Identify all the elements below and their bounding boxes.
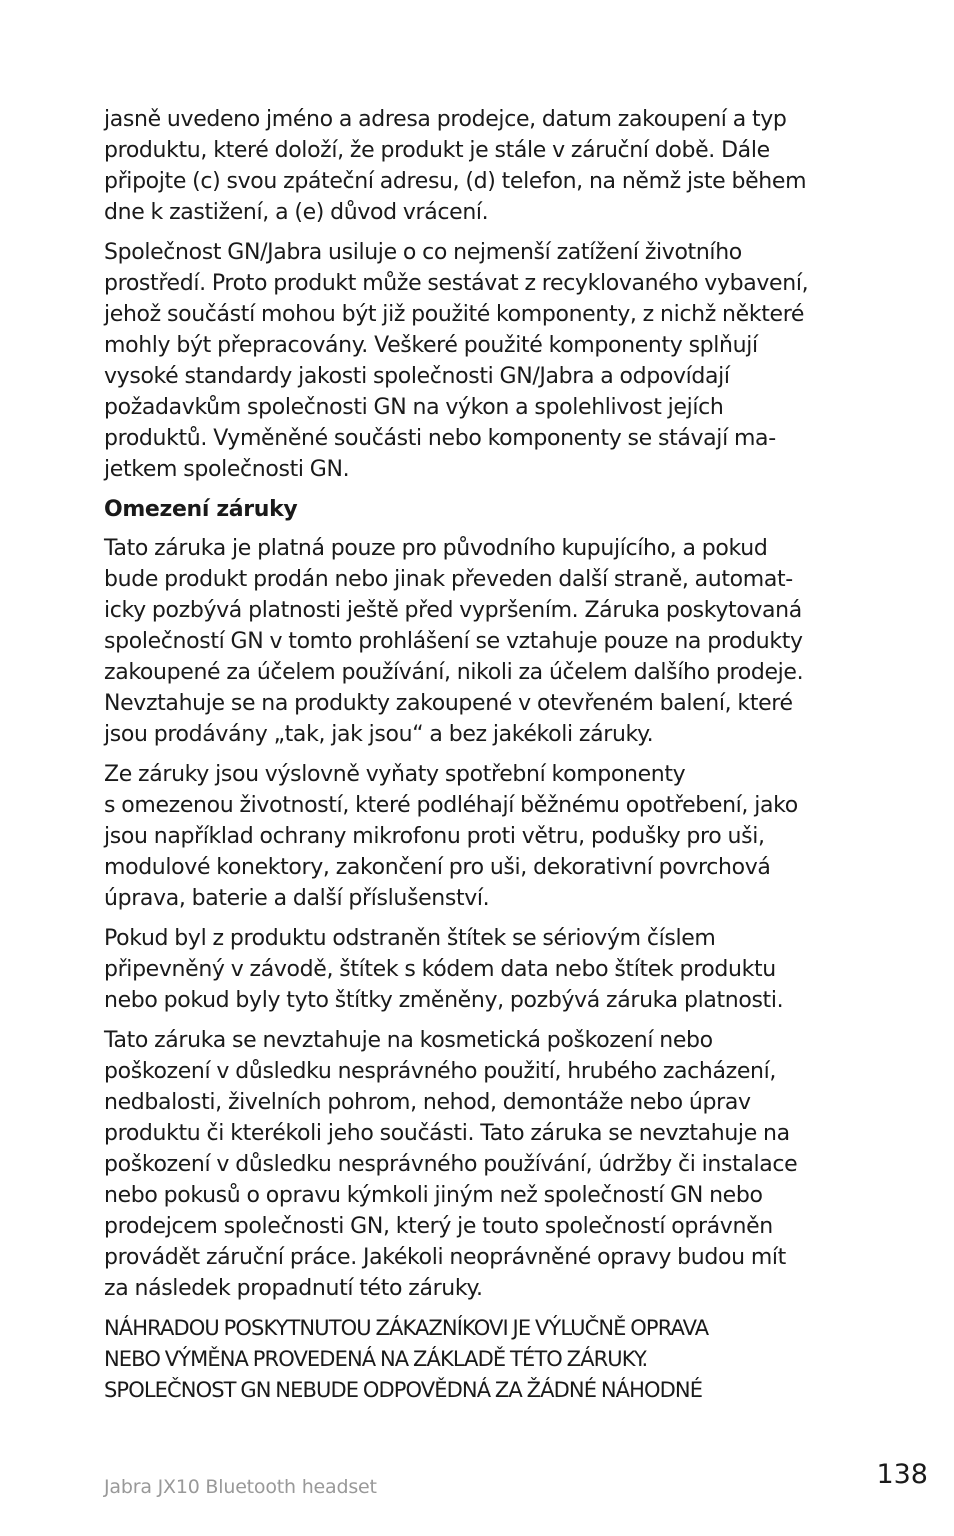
text-line: provádět záruční práce. Jakékoli neoprávněné opravy budou mít bbox=[104, 1245, 786, 1270]
page-number: 138 bbox=[876, 1459, 928, 1490]
text-line: modulové konektory, zakončení pro uši, dekorativní povrchová bbox=[104, 855, 771, 880]
text-line: prodejcem společnosti GN, který je touto společností oprávněn bbox=[104, 1214, 773, 1239]
text-line: poškození v důsledku nesprávného používání, údržby či instalace bbox=[104, 1152, 798, 1177]
text-line: jehož součástí mohou být již použité komponenty, z nichž některé bbox=[104, 302, 805, 327]
text-line: NEBO VÝMĚNA PROVEDENÁ NA ZÁKLADĚ TÉTO ZÁRUKY. bbox=[104, 1347, 648, 1371]
text-line: Nevztahuje se na produkty zakoupené v otevřeném balení, které bbox=[104, 691, 793, 716]
text-line: Tato záruka se nevztahuje na kosmetická poškození nebo bbox=[104, 1028, 713, 1053]
paragraph-cosmetic-damage bbox=[104, 1025, 864, 1304]
paragraph-environment bbox=[104, 237, 864, 485]
text-line: nebo pokud byly tyto štítky změněny, pozbývá záruka platnosti. bbox=[104, 988, 784, 1013]
section-heading: Omezení záruky bbox=[104, 497, 298, 522]
text-line: bude produkt prodán nebo jinak převeden další straně, automat- bbox=[104, 567, 793, 592]
page-content bbox=[104, 104, 864, 1415]
text-line: společností GN v tomto prohlášení se vztahuje pouze na produkty bbox=[104, 629, 803, 654]
text-line: za následek propadnutí této záruky. bbox=[104, 1276, 483, 1301]
text-line: jsou prodávány „tak, jak jsou“ a bez jakékoli záruky. bbox=[104, 722, 654, 747]
text-line: Ze záruky jsou výslovně vyňaty spotřební komponenty bbox=[104, 762, 686, 787]
text-line: produktu, které doloží, že produkt je stále v záruční době. Dále bbox=[104, 138, 770, 163]
text-line: nebo pokusů o opravu kýmkoli jiným než společností GN nebo bbox=[104, 1183, 763, 1208]
paragraph-consumables bbox=[104, 759, 864, 914]
text-line: připojte (c) svou zpáteční adresu, (d) telefon, na němž jste během bbox=[104, 169, 807, 194]
text-line: icky pozbývá platnosti ještě před vypršením. Záruka poskytovaná bbox=[104, 598, 802, 623]
text-line: produktu či kterékoli jeho součásti. Tato záruka se nevztahuje na bbox=[104, 1121, 790, 1146]
text-line: Tato záruka je platná pouze pro původního kupujícího, a pokud bbox=[104, 536, 768, 561]
text-line: Společnost GN/Jabra usiluje o co nejmenší zatížení životního bbox=[104, 240, 742, 265]
text-line: jasně uvedeno jméno a adresa prodejce, datum zakoupení a typ bbox=[104, 107, 787, 132]
text-line: SPOLEČNOST GN NEBUDE ODPOVĚDNÁ ZA ŽÁDNÉ NÁHODNÉ bbox=[104, 1378, 703, 1402]
footer-product-title: Jabra JX10 Bluetooth headset bbox=[104, 1476, 377, 1498]
paragraph-return-instructions bbox=[104, 104, 864, 228]
text-line: mohly být přepracovány. Veškeré použité komponenty splňují bbox=[104, 333, 758, 358]
text-line: NÁHRADOU POSKYTNUTOU ZÁKAZNÍKOVI JE VÝLUČNĚ OPRAVA bbox=[104, 1316, 709, 1340]
text-line: produktů. Vyměněné součásti nebo komponenty se stávají ma- bbox=[104, 426, 776, 451]
text-line: Pokud byl z produktu odstraněn štítek se sériovým číslem bbox=[104, 926, 716, 951]
paragraph-serial-label bbox=[104, 923, 864, 1016]
text-line: jsou například ochrany mikrofonu proti větru, podušky pro uši, bbox=[104, 824, 765, 849]
text-line: nedbalosti, živelních pohrom, nehod, demontáže nebo úprav bbox=[104, 1090, 751, 1115]
text-line: připevněný v závodě, štítek s kódem data nebo štítek produktu bbox=[104, 957, 776, 982]
paragraph-original-buyer bbox=[104, 533, 864, 750]
text-line: vysoké standardy jakosti společnosti GN/Jabra a odpovídají bbox=[104, 364, 730, 389]
text-line: úprava, baterie a další příslušenství. bbox=[104, 886, 490, 911]
text-line: poškození v důsledku nesprávného použití, hrubého zacházení, bbox=[104, 1059, 777, 1084]
text-line: prostředí. Proto produkt může sestávat z recyklovaného vybavení, bbox=[104, 271, 809, 296]
text-line: dne k zastižení, a (e) důvod vrácení. bbox=[104, 200, 489, 225]
paragraph-liability-caps bbox=[104, 1313, 864, 1406]
text-line: jetkem společnosti GN. bbox=[104, 457, 350, 482]
text-line: požadavkům společnosti GN na výkon a spolehlivost jejích bbox=[104, 395, 724, 420]
text-line: s omezenou životností, které podléhají běžnému opotřebení, jako bbox=[104, 793, 798, 818]
text-line: zakoupené za účelem používání, nikoli za účelem dalšího prodeje. bbox=[104, 660, 804, 685]
